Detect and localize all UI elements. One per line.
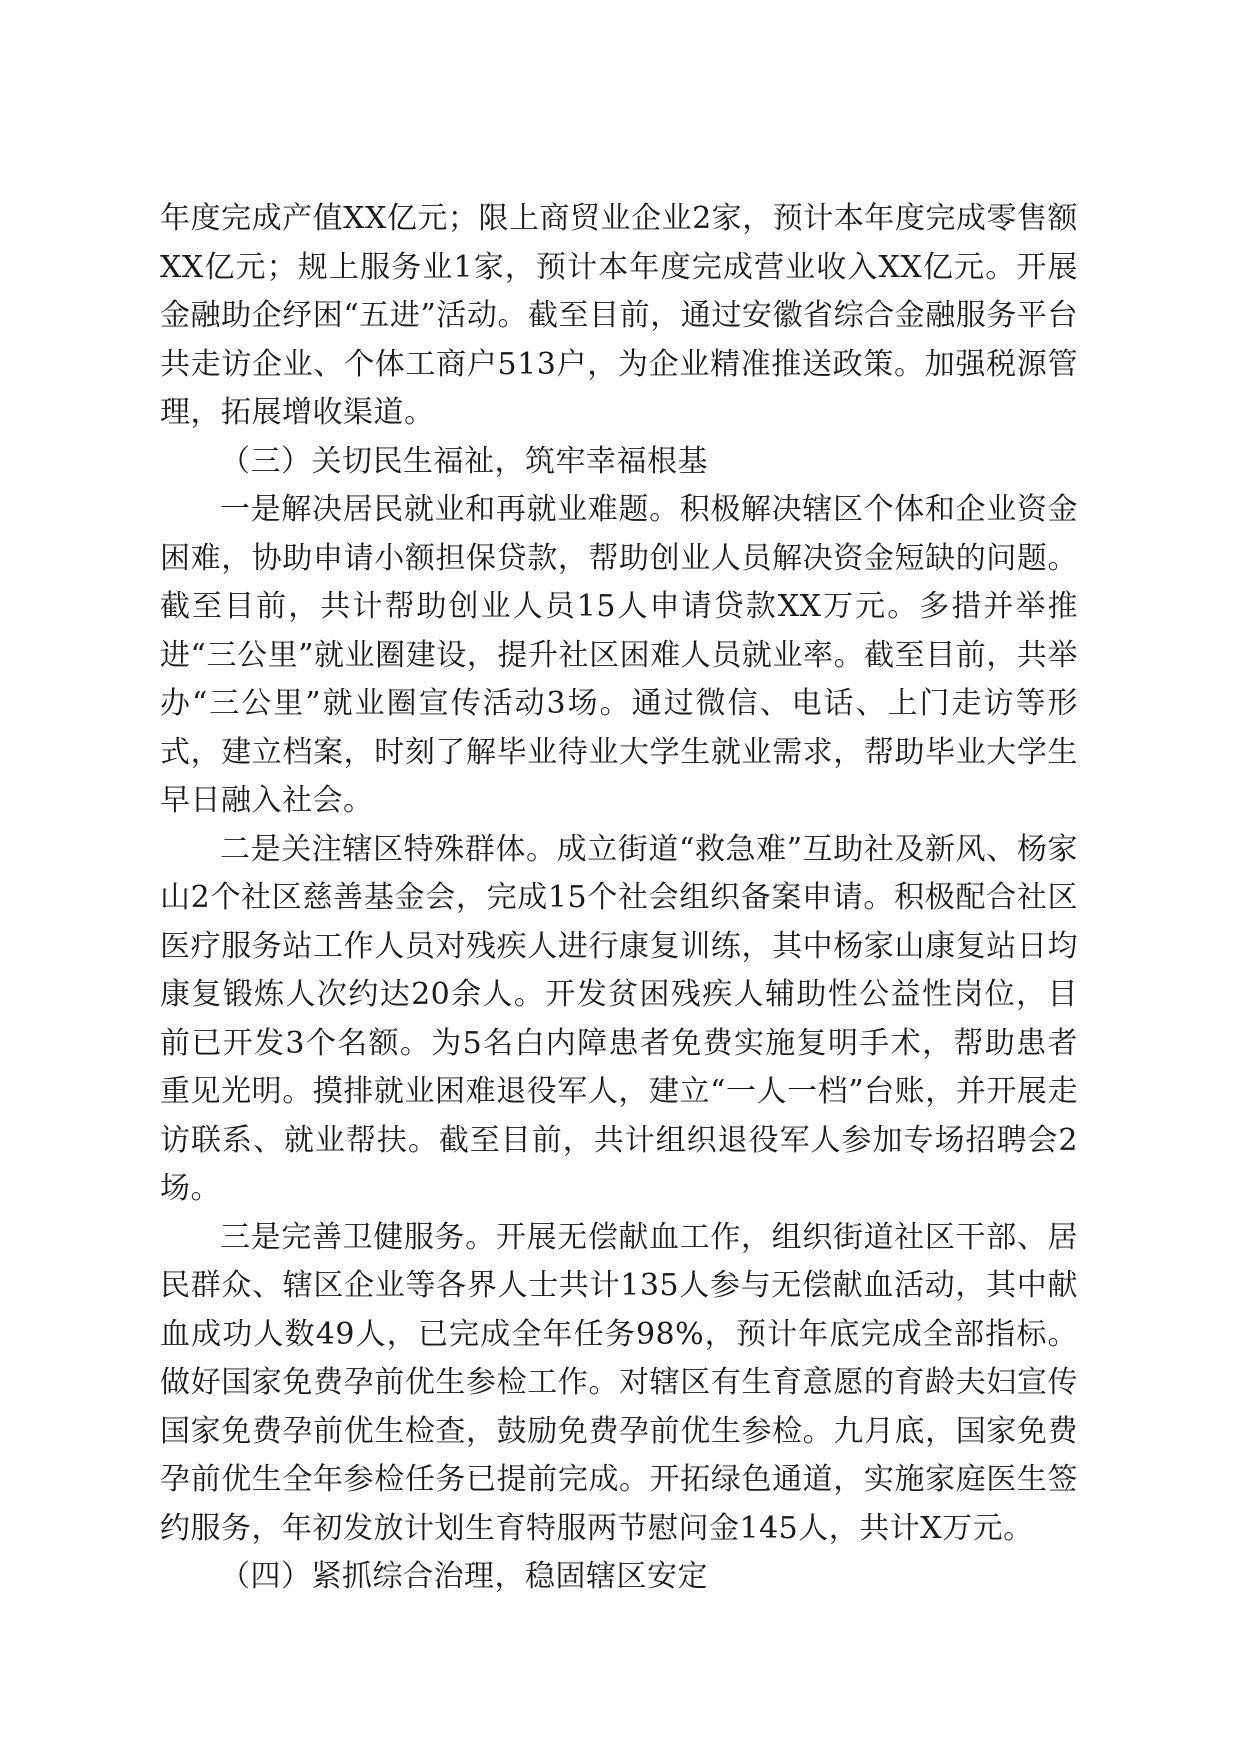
paragraph-health-services: 三是完善卫健服务。开展无偿献血工作，组织街道社区干部、居民群众、辖区企业等各界人士共计135人参与无偿献血活动，其中献血成功人数49人，已完成全年任务98%，预计年底完成全部指标。做好国家免费孕前优生参检工作。对辖区有生育意愿的育龄夫妇宣传国家免费孕前优生检查，鼓励免费孕前优生参检。九月底，国家免费孕前优生全年参检任务已提前完成。开拓绿色通道，实施家庭医生签约服务，年初发放计划生育特服两节慰问金145人，共计X万元。 xyxy=(160,1219,1078,1546)
paragraph-employment: 一是解决居民就业和再就业难题。积极解决辖区个体和企业资金困难，协助申请小额担保贷款，帮助创业人员解决资金短缺的问题。截至目前，共计帮助创业人员15人申请贷款XX万元。多措并举推进“三公里”就业圈建设，提升社区困难人员就业率。截至目前，共举办“三公里”就业圈宣传活动3场。通过微信、电话、上门走访等形式，建立档案，时刻了解毕业待业大学生就业需求，帮助毕业大学生早日融入社会。 xyxy=(160,492,1078,818)
section-heading-four: （四）紧抓综合治理，稳固辖区安定 xyxy=(220,1559,708,1594)
paragraph-continuation: 年度完成产值XX亿元；限上商贸业企业2家，预计本年度完成零售额XX亿元；规上服务业1家，预计本年度完成营业收入XX亿元。开展金融助企纾困“五进”活动。截至目前，通过安徽省综合金融服务平台共走访企业、个体工商户513户，为企业精准推送政策。加强税源管理，拓展增收渠道。 xyxy=(160,201,1078,430)
paragraph-special-groups: 二是关注辖区特殊群体。成立街道“救急难”互助社及新风、杨家山2个社区慈善基金会，完成15个社会组织备案申请。积极配合社区医疗服务站工作人员对残疾人进行康复训练，其中杨家山康复站日均康复锻炼人次约达20余人。开发贫困残疾人辅助性公益性岗位，目前已开发3个名额。为5名白内障患者免费实施复明手术，帮助患者重见光明。摸排就业困难退役军人，建立“一人一档”台账，并开展走访联系、就业帮扶。截至目前，共计组织退役军人参加专场招聘会2场。 xyxy=(160,831,1078,1206)
document-body xyxy=(160,195,1078,1602)
section-heading-three: （三）关切民生福祉，筑牢幸福根基 xyxy=(220,443,708,479)
